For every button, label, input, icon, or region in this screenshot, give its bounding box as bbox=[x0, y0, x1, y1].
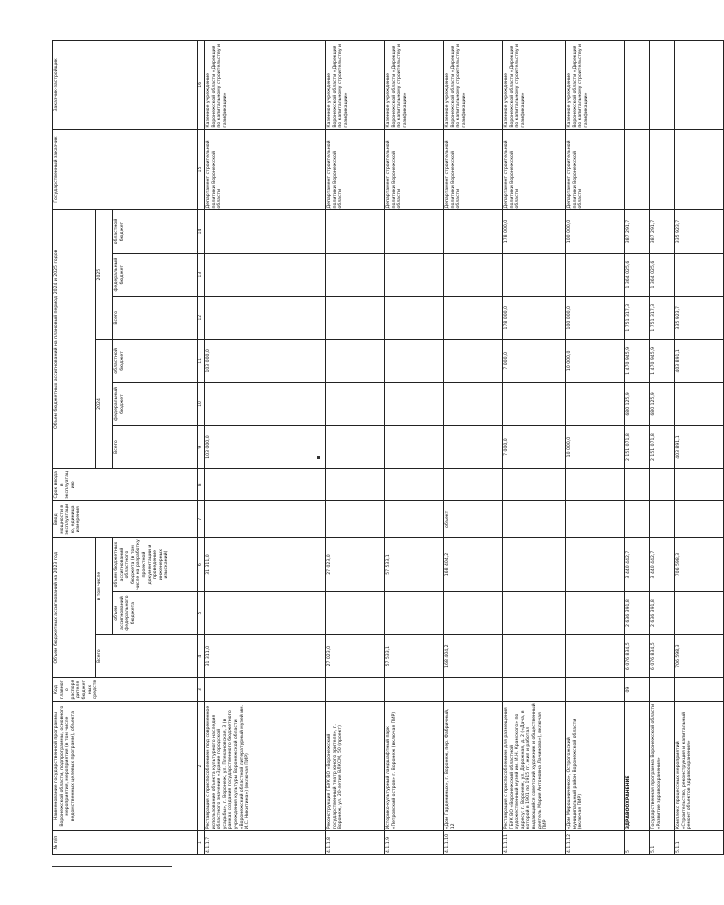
row-2024-total: 7 000,0 bbox=[503, 426, 566, 469]
row-2024-obl bbox=[326, 339, 385, 382]
row-2024-total: 2 151 071,8 bbox=[625, 426, 650, 469]
row-2023-obl: 168 404,2 bbox=[444, 538, 503, 592]
column-index-cell: 8 bbox=[198, 469, 205, 501]
table-row bbox=[503, 41, 566, 855]
header-srok: Срок ввода в эксплуатацию bbox=[53, 469, 198, 501]
row-2024-obl: 103 000,0 bbox=[205, 339, 326, 382]
row-2025-fed: 1 364 025,6 bbox=[625, 253, 650, 296]
row-zakazchik: Департамент строительной политики Воронежской области bbox=[385, 129, 444, 210]
row-capacity bbox=[650, 501, 675, 538]
row-number: 4.1.1.8 bbox=[326, 831, 385, 855]
table-row bbox=[625, 41, 650, 855]
row-2023-obl bbox=[503, 538, 566, 592]
row-2025-obl: 335 923,7 bbox=[675, 210, 724, 253]
row-capacity bbox=[385, 501, 444, 538]
column-index-cell: 9 bbox=[198, 426, 205, 469]
row-2025-fed bbox=[566, 253, 625, 296]
row-2024-total: 2 151 071,8 bbox=[650, 426, 675, 469]
row-2024-obl bbox=[444, 339, 503, 382]
row-srok bbox=[444, 469, 503, 501]
column-index-cell: 6 bbox=[198, 538, 205, 592]
column-index-cell: 13 bbox=[198, 253, 205, 296]
row-zakazchik: Департамент строительной политики Воронежской области bbox=[326, 129, 385, 210]
row-2024-fed bbox=[385, 382, 444, 425]
row-number: 4.1.1.9 bbox=[385, 831, 444, 855]
table-row bbox=[675, 41, 724, 855]
header-2023-obl: объем бюджетных ассигнований областного бюджета (в том числе на разработку проектной документации и проведение инженерных изысканий) bbox=[113, 538, 198, 592]
row-number: 5 bbox=[625, 831, 650, 855]
row-2023-fed: 2 636 391,8 bbox=[650, 592, 675, 635]
row-srok bbox=[650, 469, 675, 501]
row-2023-obl: 57 533,1 bbox=[385, 538, 444, 592]
row-2023-fed bbox=[675, 592, 724, 635]
row-name: «Дом Гардениных», г. Воронеж, пер. Фабричный, 12 bbox=[444, 701, 503, 830]
row-2023-obl bbox=[566, 538, 625, 592]
row-2025-total bbox=[444, 296, 503, 339]
row-ispolnitel bbox=[625, 41, 650, 130]
row-2023-obl: 3 440 442,7 bbox=[650, 538, 675, 592]
row-2023-total: 706 598,3 bbox=[675, 635, 724, 678]
table-row bbox=[566, 41, 625, 855]
row-kod bbox=[675, 678, 724, 702]
column-index-cell: 2 bbox=[198, 701, 205, 830]
row-2025-total: 1 751 317,3 bbox=[650, 296, 675, 339]
table-row bbox=[650, 41, 675, 855]
header-year-2024: 2024 bbox=[96, 339, 113, 468]
header-2024-total: Всего bbox=[113, 426, 198, 469]
row-capacity bbox=[566, 501, 625, 538]
rotated-table-wrapper bbox=[52, 40, 693, 855]
header-name: Наименование государственной программы Воронежской области, подпрограммы, основного мероприятия, мероприятия (в том числе ведомственных целевых программ), объекта bbox=[53, 701, 198, 830]
row-kod bbox=[385, 678, 444, 702]
row-2023-fed: 2 636 391,8 bbox=[625, 592, 650, 635]
row-2025-fed bbox=[326, 253, 385, 296]
row-zakazchik bbox=[625, 129, 650, 210]
row-capacity bbox=[205, 501, 326, 538]
row-2024-fed: 680 125,9 bbox=[650, 382, 675, 425]
row-srok bbox=[385, 469, 444, 501]
header-row-1 bbox=[53, 41, 96, 855]
row-2024-obl: 7 000,0 bbox=[503, 339, 566, 382]
row-2023-total: 57 533,1 bbox=[385, 635, 444, 678]
row-2024-fed bbox=[444, 382, 503, 425]
row-2023-obl: 27 023,0 bbox=[326, 538, 385, 592]
row-2025-fed: 1 364 025,6 bbox=[650, 253, 675, 296]
row-ispolnitel: Казенное учреждение Воронежской области «Дирекция по капитальному строительству и газификации» bbox=[444, 41, 503, 130]
row-capacity bbox=[625, 501, 650, 538]
row-2025-fed bbox=[205, 253, 326, 296]
table-row bbox=[444, 41, 503, 855]
row-name: Реставрация с приспособлением под современное использование объекта культурного наследия областного значения «Здание городской усадьбы», г. Воронеж, ул. Плехановская, 3 (в рамках создания государственного бюджетного учреждения культуры Воронежской области «Воронежский областной литературный музей им. И.С. Никитина») (включая ПИР) bbox=[205, 701, 326, 830]
header-no: № п/п bbox=[53, 831, 198, 855]
row-srok bbox=[503, 469, 566, 501]
header-2023-total: Всего bbox=[96, 635, 198, 678]
column-index-cell: 11 bbox=[198, 339, 205, 382]
row-kod bbox=[444, 678, 503, 702]
column-index-cell: 10 bbox=[198, 382, 205, 425]
header-2023-incl: в том числе bbox=[96, 538, 113, 635]
row-kod bbox=[205, 678, 326, 702]
row-2024-total: 103 000,0 bbox=[205, 426, 326, 469]
row-name: «Дом Мирошниченко», Острогожский муниципальный район Воронежской области (включая ПИР) bbox=[566, 701, 625, 830]
row-2024-total: 403 891,1 bbox=[675, 426, 724, 469]
header-2025-total: Всего bbox=[113, 296, 198, 339]
row-2025-fed bbox=[675, 253, 724, 296]
row-2025-fed bbox=[385, 253, 444, 296]
row-2023-obl: 31 311,0 bbox=[205, 538, 326, 592]
row-name: Реконструкция ГБУК ВО «Воронежский государственный театр юного зрителя», г. Воронеж, ул. 20-летия ВЛКСМ, 50 (проект) bbox=[326, 701, 385, 830]
row-2023-total: 27 023,0 bbox=[326, 635, 385, 678]
row-name: Комплекс процессных мероприятий «Строительство, реконструкция и капитальный ремонт объектов здравоохранения» bbox=[675, 701, 724, 830]
header-2024-obl: областной бюджет bbox=[113, 339, 198, 382]
footnote-line bbox=[52, 866, 172, 867]
row-2024-fed bbox=[503, 382, 566, 425]
row-2023-obl: 706 598,3 bbox=[675, 538, 724, 592]
row-2023-fed bbox=[566, 592, 625, 635]
header-2025-obl: областной бюджет bbox=[113, 210, 198, 253]
row-capacity bbox=[503, 501, 566, 538]
row-2025-total bbox=[385, 296, 444, 339]
header-year-2025: 2025 bbox=[96, 210, 113, 339]
header-2023-fed: объем ассигнований федерального бюджета bbox=[113, 592, 198, 635]
row-2023-total bbox=[566, 635, 625, 678]
row-2024-obl: 1 470 945,9 bbox=[625, 339, 650, 382]
row-2025-total bbox=[205, 296, 326, 339]
column-index-cell: 7 bbox=[198, 501, 205, 538]
row-2025-total: 1 751 317,3 bbox=[625, 296, 650, 339]
row-2023-total: 6 076 834,5 bbox=[625, 635, 650, 678]
table-row bbox=[326, 41, 385, 855]
row-2023-total: 6 076 834,5 bbox=[650, 635, 675, 678]
row-2024-obl: 403 891,1 bbox=[675, 339, 724, 382]
row-zakazchik bbox=[675, 129, 724, 210]
page-mark bbox=[317, 456, 320, 459]
column-index-cell: 16 bbox=[198, 41, 205, 130]
row-2025-obl: 387 291,7 bbox=[650, 210, 675, 253]
header-zakazchik: Государственный заказчик bbox=[53, 129, 198, 210]
row-2025-obl: 387 291,7 bbox=[625, 210, 650, 253]
row-2025-fed bbox=[444, 253, 503, 296]
row-zakazchik: Департамент строительной политики Воронежской области bbox=[205, 129, 326, 210]
row-name: Историко-культурный ландшафтный парк «Петровский остров» г. Воронеж (включая ПИР) bbox=[385, 701, 444, 830]
header-capacity: Ввод мощности в эксплуатацию, единица измерения bbox=[53, 501, 198, 538]
header-kod: Код главного распорядителя бюджетных средств bbox=[53, 678, 198, 702]
table-row bbox=[385, 41, 444, 855]
row-2025-obl bbox=[205, 210, 326, 253]
row-capacity: объект bbox=[444, 501, 503, 538]
budget-table bbox=[52, 40, 724, 855]
header-volume-2023: Объем бюджетных ассигнований на 2023 год bbox=[53, 538, 96, 678]
row-2024-total bbox=[326, 426, 385, 469]
row-kod bbox=[503, 678, 566, 702]
row-2025-obl: 178 000,0 bbox=[503, 210, 566, 253]
column-index-cell: 5 bbox=[198, 592, 205, 635]
row-2024-total: 10 000,0 bbox=[566, 426, 625, 469]
row-ispolnitel: Казенное учреждение Воронежской области «Дирекция по капитальному строительству и газификации» bbox=[385, 41, 444, 130]
row-number: 4.1.1.10 bbox=[444, 831, 503, 855]
row-2025-obl bbox=[444, 210, 503, 253]
row-2024-obl bbox=[385, 339, 444, 382]
row-2023-fed bbox=[503, 592, 566, 635]
column-index-cell: 14 bbox=[198, 210, 205, 253]
row-ispolnitel bbox=[675, 41, 724, 130]
row-capacity bbox=[326, 501, 385, 538]
row-2024-fed bbox=[566, 382, 625, 425]
table-body bbox=[53, 41, 724, 855]
header-2025-fed: федеральный бюджет bbox=[113, 253, 198, 296]
column-index-cell: 1 bbox=[198, 831, 205, 855]
row-2024-obl: 1 470 945,9 bbox=[650, 339, 675, 382]
row-2024-fed bbox=[675, 382, 724, 425]
row-2025-total: 178 000,0 bbox=[503, 296, 566, 339]
row-2024-obl: 10 000,0 bbox=[566, 339, 625, 382]
row-2024-fed: 680 125,9 bbox=[625, 382, 650, 425]
row-2023-total: 31 311,0 bbox=[205, 635, 326, 678]
column-index-cell: 4 bbox=[198, 635, 205, 678]
row-number: 4.1.1.12 bbox=[566, 831, 625, 855]
column-index-cell: 15 bbox=[198, 129, 205, 210]
row-srok bbox=[205, 469, 326, 501]
row-kod bbox=[650, 678, 675, 702]
row-capacity bbox=[675, 501, 724, 538]
row-2025-obl bbox=[385, 210, 444, 253]
row-2023-total: 168 404,2 bbox=[444, 635, 503, 678]
row-2023-fed bbox=[205, 592, 326, 635]
row-2025-total: 100 000,0 bbox=[566, 296, 625, 339]
row-2023-fed bbox=[385, 592, 444, 635]
row-kod bbox=[566, 678, 625, 702]
row-number: 4.1.1.7 bbox=[205, 831, 326, 855]
header-volume-period: Объем бюджетных ассигнований на плановый период 2024 и 2025 годов bbox=[53, 210, 96, 469]
row-name: Реставрация с приспособлением для размещения ГБУК ВО «Воронежский областной художественный музей им. И.Н. Крамского» по адресу: г. Воронеж, ул. Дорожная, д. 2 («Дача, в которой в 1901 по 1915 гг. жил и работал выдающийся советский художник и общественный деятель Мария Антоновна Лачинова»), включая ПИР bbox=[503, 701, 566, 830]
row-ispolnitel: Казенное учреждение Воронежской области «Дирекция по капитальному строительству и газификации» bbox=[205, 41, 326, 130]
row-2024-total bbox=[444, 426, 503, 469]
row-number: 4.1.1.11 bbox=[503, 831, 566, 855]
row-2023-fed bbox=[444, 592, 503, 635]
column-index-cell: 3 bbox=[198, 678, 205, 702]
row-2025-total bbox=[326, 296, 385, 339]
row-2023-fed bbox=[326, 592, 385, 635]
row-2023-obl: 3 440 442,7 bbox=[625, 538, 650, 592]
row-srok bbox=[566, 469, 625, 501]
row-srok bbox=[675, 469, 724, 501]
row-number: 5.1.1 bbox=[675, 831, 724, 855]
row-2025-obl: 100 000,0 bbox=[566, 210, 625, 253]
row-2025-obl bbox=[326, 210, 385, 253]
row-kod: 09 bbox=[625, 678, 650, 702]
row-name: ЗДРАВООХРАНЕНИЕ bbox=[625, 701, 650, 830]
row-ispolnitel bbox=[650, 41, 675, 130]
row-2025-fed bbox=[503, 253, 566, 296]
row-zakazchik: Департамент строительной политики Воронежской области bbox=[566, 129, 625, 210]
column-index-cell: 12 bbox=[198, 296, 205, 339]
row-srok bbox=[326, 469, 385, 501]
row-ispolnitel: Казенное учреждение Воронежской области «Дирекция по капитальному строительству и газификации» bbox=[326, 41, 385, 130]
row-2023-total bbox=[503, 635, 566, 678]
row-2024-total bbox=[385, 426, 444, 469]
row-zakazchik bbox=[650, 129, 675, 210]
row-zakazchik: Департамент строительной политики Воронежской области bbox=[503, 129, 566, 210]
column-index-row bbox=[198, 41, 205, 855]
row-zakazchik: Департамент строительной политики Воронежской области bbox=[444, 129, 503, 210]
row-kod bbox=[326, 678, 385, 702]
row-number: 5.1 bbox=[650, 831, 675, 855]
row-2025-total: 335 923,7 bbox=[675, 296, 724, 339]
table-row bbox=[205, 41, 326, 855]
row-ispolnitel: Казенное учреждение Воронежской области «Дирекция по капитальному строительству и газификации» bbox=[566, 41, 625, 130]
row-ispolnitel: Казенное учреждение Воронежской области «Дирекция по капитальному строительству и газификации» bbox=[503, 41, 566, 130]
header-2024-fed: федеральный бюджет bbox=[113, 382, 198, 425]
row-name: Государственная программа Воронежской области «Развитие здравоохранения» bbox=[650, 701, 675, 830]
row-2024-fed bbox=[326, 382, 385, 425]
row-srok bbox=[625, 469, 650, 501]
header-ispolnitel: Заказчик-застройщик bbox=[53, 41, 198, 130]
row-2024-fed bbox=[205, 382, 326, 425]
